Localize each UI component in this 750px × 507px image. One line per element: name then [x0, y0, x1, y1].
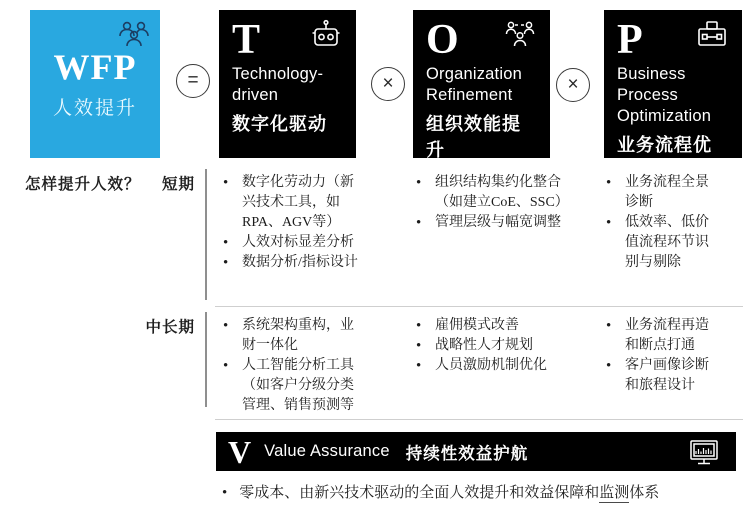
people-group-icon: [116, 18, 152, 52]
bullet-item: • 人效对标显差分析: [221, 233, 367, 253]
footer-text-underlined: 监测: [599, 485, 630, 501]
row1-divider-line: [205, 169, 207, 300]
question-label: 怎样提升人效？: [25, 176, 141, 193]
wfp-card: [30, 10, 160, 158]
times-operator: ×: [556, 68, 590, 102]
footer-text-suffix: 体系: [629, 485, 660, 501]
pillar-card-organization: [413, 10, 550, 158]
wfp-subtitle: 人效提升: [52, 97, 137, 119]
short-term-technology-list: [221, 173, 367, 273]
row2-divider-line: [205, 312, 207, 407]
org-people-icon: [502, 18, 538, 54]
row-label-mid-long-term: 中长期: [145, 319, 195, 336]
row-label-short-term: 短期: [161, 176, 195, 193]
row-separator: [215, 306, 743, 307]
value-letter: V: [228, 433, 252, 470]
mid-term-organization-list: [414, 316, 562, 376]
bullet-item: • 人员激励机制优化: [414, 356, 562, 376]
value-assurance-bar: [216, 432, 736, 471]
short-term-process-list: [604, 173, 722, 273]
pillar-name-cn: 组织效能提升: [426, 114, 521, 160]
short-term-organization-list: [414, 173, 569, 233]
bullet-item: • 管理层级与幅宽调整: [414, 213, 562, 233]
robot-icon: [308, 18, 344, 54]
bullet-item: • 组织结构集约化整合（如建立CoE、SSC）: [414, 173, 562, 213]
pillar-letter: P: [617, 17, 643, 63]
briefcase-icon: [694, 18, 730, 52]
bullet-item: • 客户画像诊断和旅程设计: [604, 356, 722, 396]
pillar-name-en: Business Process Optimization: [617, 65, 712, 125]
bullet-item: • 低效率、低价值流程环节识别与剔除: [604, 213, 722, 273]
wfp-title: WFP: [53, 46, 137, 87]
bullet-item: • 业务流程再造和断点打通: [604, 316, 722, 356]
bullet-dot: •: [222, 485, 228, 501]
bullet-item: • 人工智能分析工具（如客户分级分类管理、销售预测等: [221, 356, 367, 416]
value-name-cn: 持续性效益护航: [405, 443, 529, 463]
bullet-item: • 战略性人才规划: [414, 336, 562, 356]
mid-term-process-list: [604, 316, 722, 396]
pillar-name-cn: 业务流程优化: [617, 135, 712, 181]
bullet-item: • 数字化劳动力（新兴技术工具，如RPA、AGV等）: [221, 173, 367, 233]
monitor-chart-icon: [688, 438, 720, 466]
mid-term-technology-list: [221, 316, 367, 416]
bullet-item: • 雇佣模式改善: [414, 316, 562, 336]
value-name-en: Value Assurance: [264, 442, 390, 460]
pillar-card-process: [604, 10, 742, 181]
pillar-name-cn: 数字化驱动: [232, 114, 327, 134]
pillar-card-technology: [219, 10, 356, 158]
pillar-name-en: Organization Refinement: [426, 65, 522, 104]
pillar-name-en: Technology-driven: [232, 65, 324, 104]
row-separator: [215, 419, 743, 420]
equals-operator: =: [176, 64, 210, 98]
pillar-letter: O: [426, 17, 459, 63]
footer-note: [222, 481, 742, 502]
bullet-item: • 业务流程全景诊断: [604, 173, 722, 213]
bullet-item: • 数据分析/指标设计: [221, 253, 367, 273]
times-operator: ×: [371, 67, 405, 101]
pillar-letter: T: [232, 17, 261, 63]
footer-text-prefix: 零成本、由新兴技术驱动的全面人效提升和效益保障和: [239, 485, 600, 501]
bullet-item: • 系统架构重构，业财一体化: [221, 316, 367, 356]
